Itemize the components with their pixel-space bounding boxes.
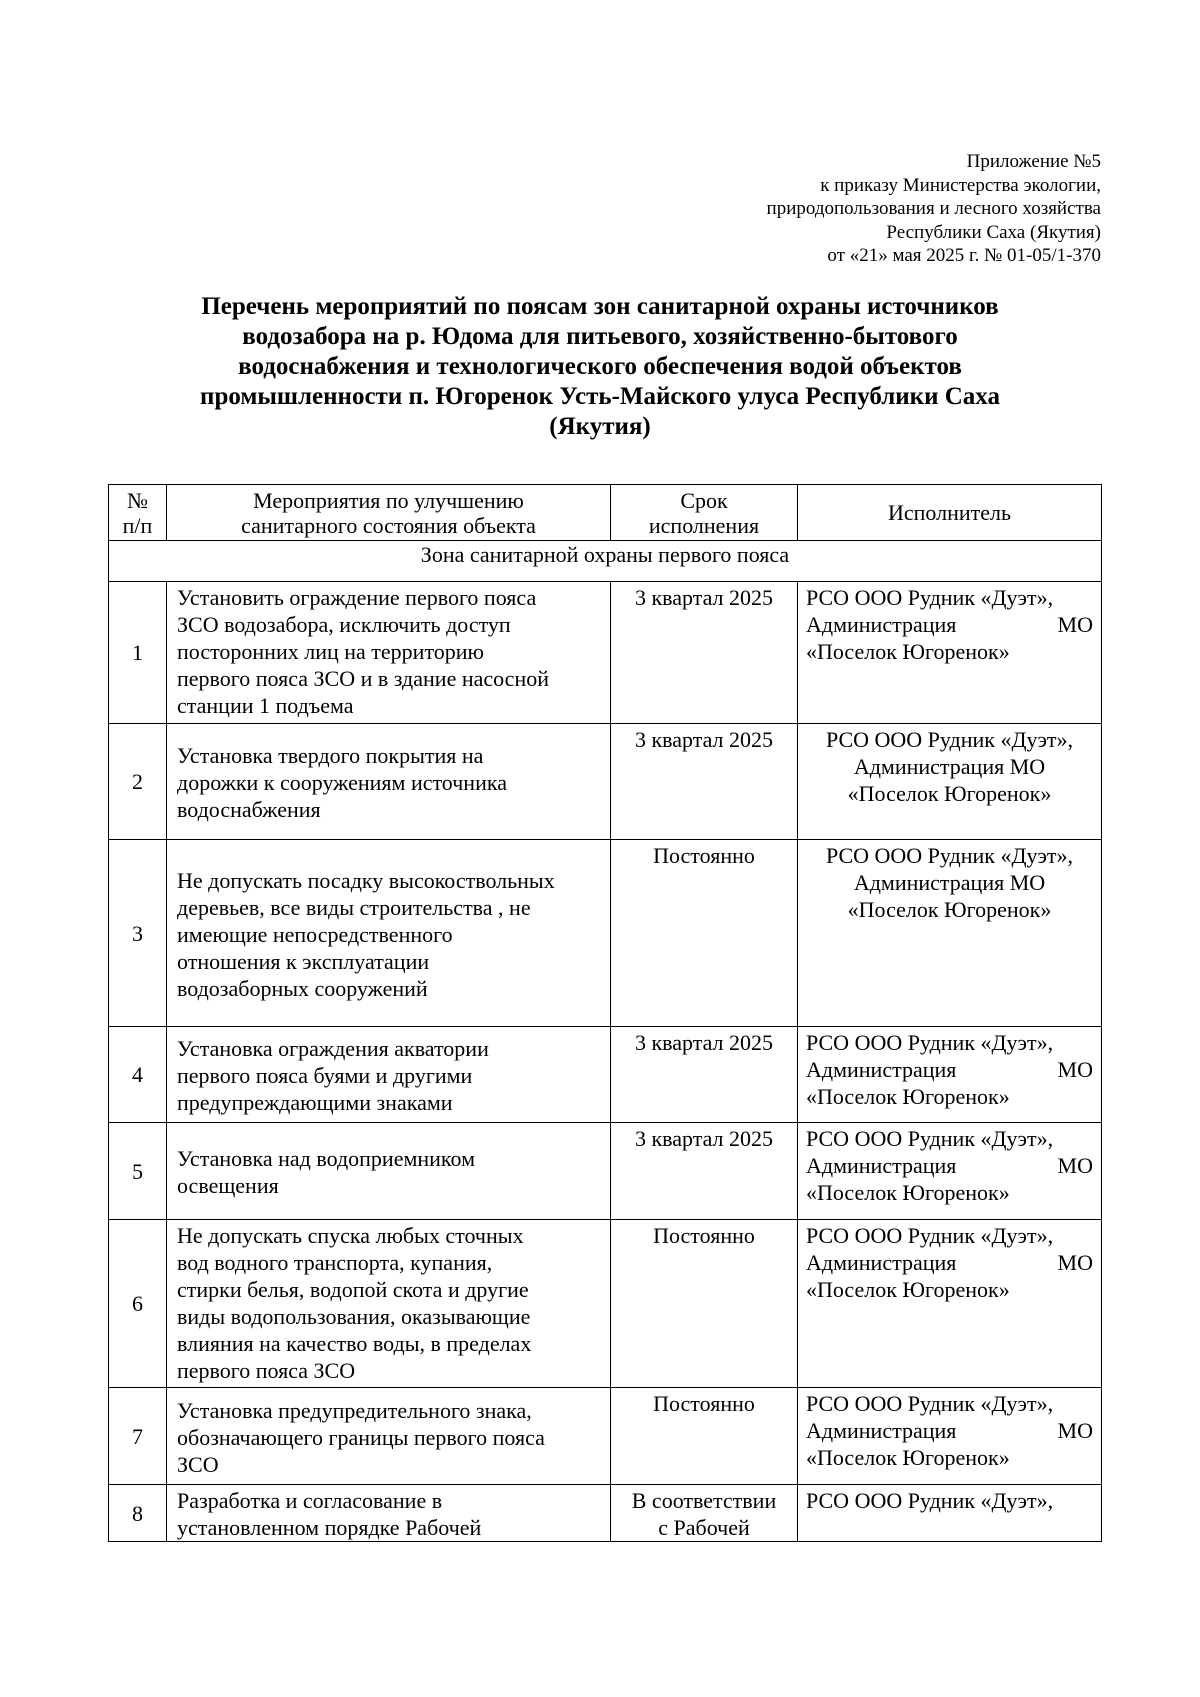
row-measure: Не допускать посадку высокоствольных деревьев, все виды строительства , не имеющие непосредственного отношения к эксплуатации водозаборных сооружений bbox=[167, 840, 611, 1027]
row-executor: РСО ООО Рудник «Дуэт», Администрация МО «Поселок Югоренок» bbox=[798, 724, 1102, 840]
annex-line: Республики Саха (Якутия) bbox=[886, 221, 1101, 243]
row-num: 2 bbox=[109, 724, 167, 840]
title-line: промышленности п. Югоренок Усть-Майского улуса Республики Саха bbox=[200, 383, 1000, 410]
row-executor: РСО ООО Рудник «Дуэт», Администрация МО «Поселок Югоренок» bbox=[798, 1220, 1102, 1388]
row-num: 4 bbox=[109, 1027, 167, 1123]
annex-line: Приложение №5 bbox=[966, 151, 1101, 172]
row-term: Постоянно bbox=[611, 1388, 798, 1485]
title-line: водозабора на р. Юдома для питьевого, хозяйственно-бытового bbox=[242, 323, 958, 350]
row-executor: РСО ООО Рудник «Дуэт», Администрация МО «Поселок Югоренок» bbox=[798, 582, 1102, 724]
row-term: В соответствии с Рабочей bbox=[611, 1485, 798, 1542]
row-executor: РСО ООО Рудник «Дуэт», Администрация МО «Поселок Югоренок» bbox=[798, 1123, 1102, 1220]
row-measure: Установка над водоприемником освещения bbox=[167, 1123, 611, 1220]
row-num: 5 bbox=[109, 1123, 167, 1220]
row-measure: Установка ограждения акватории первого пояса буями и другими предупреждающими знаками bbox=[167, 1027, 611, 1123]
header-num: № п/п bbox=[109, 485, 167, 541]
row-measure: Установка предупредительного знака, обозначающего границы первого пояса ЗСО bbox=[167, 1388, 611, 1485]
table-row bbox=[109, 1027, 1102, 1123]
table-row bbox=[109, 1485, 1102, 1542]
row-term: 3 квартал 2025 bbox=[611, 582, 798, 724]
row-measure: Разработка и согласование в установленном порядке Рабочей bbox=[167, 1485, 611, 1542]
row-executor: РСО ООО Рудник «Дуэт», Администрация МО «Поселок Югоренок» bbox=[798, 1027, 1102, 1123]
table-row bbox=[109, 724, 1102, 840]
row-executor: РСО ООО Рудник «Дуэт», Администрация МО «Поселок Югоренок» bbox=[798, 1388, 1102, 1485]
row-term: 3 квартал 2025 bbox=[611, 724, 798, 840]
row-num: 7 bbox=[109, 1388, 167, 1485]
row-measure: Установка твердого покрытия на дорожки к сооружениям источника водоснабжения bbox=[167, 724, 611, 840]
header-executor: Исполнитель bbox=[798, 485, 1102, 541]
row-num: 8 bbox=[109, 1485, 167, 1542]
title-line: (Якутия) bbox=[549, 413, 651, 440]
row-measure: Не допускать спуска любых сточных вод водного транспорта, купания, стирки белья, водопой скота и другие виды водопользования, оказывающие влияния на качество воды, в пределах первого пояса ЗСО bbox=[167, 1220, 611, 1388]
table-row bbox=[109, 1123, 1102, 1220]
row-term: Постоянно bbox=[611, 840, 798, 1027]
table-row bbox=[109, 582, 1102, 724]
measures-table bbox=[108, 484, 1102, 1542]
row-num: 6 bbox=[109, 1220, 167, 1388]
zone-row bbox=[109, 541, 1102, 582]
header-measure: Мероприятия по улучшению санитарного состояния объекта bbox=[167, 485, 611, 541]
table-header-row bbox=[109, 485, 1102, 541]
row-executor: РСО ООО Рудник «Дуэт», Администрация МО «Поселок Югоренок» bbox=[798, 840, 1102, 1027]
row-term: 3 квартал 2025 bbox=[611, 1123, 798, 1220]
zone-title: Зона санитарной охраны первого пояса bbox=[109, 541, 1102, 582]
document-title bbox=[110, 292, 1090, 442]
row-term: Постоянно bbox=[611, 1220, 798, 1388]
row-num: 1 bbox=[109, 582, 167, 724]
table-row bbox=[109, 840, 1102, 1027]
annex-line: природопользования и лесного хозяйства bbox=[766, 198, 1101, 219]
table-row bbox=[109, 1388, 1102, 1485]
title-line: Перечень мероприятий по поясам зон санитарной охраны источников bbox=[201, 293, 999, 320]
annex-line: от «21» мая 2025 г. № 01-05/1-370 bbox=[827, 245, 1101, 266]
annex-header bbox=[581, 150, 1101, 268]
row-num: 3 bbox=[109, 840, 167, 1027]
header-term: Срок исполнения bbox=[611, 485, 798, 541]
annex-line: к приказу Министерства экологии, bbox=[820, 174, 1101, 196]
table-row bbox=[109, 1220, 1102, 1388]
row-measure: Установить ограждение первого пояса ЗСО водозабора, исключить доступ посторонних лиц на территорию первого пояса ЗСО и в здание насосной станции 1 подъема bbox=[167, 582, 611, 724]
row-executor: РСО ООО Рудник «Дуэт», bbox=[798, 1485, 1102, 1542]
title-line: водоснабжения и технологического обеспечения водой объектов bbox=[238, 353, 962, 380]
row-term: 3 квартал 2025 bbox=[611, 1027, 798, 1123]
